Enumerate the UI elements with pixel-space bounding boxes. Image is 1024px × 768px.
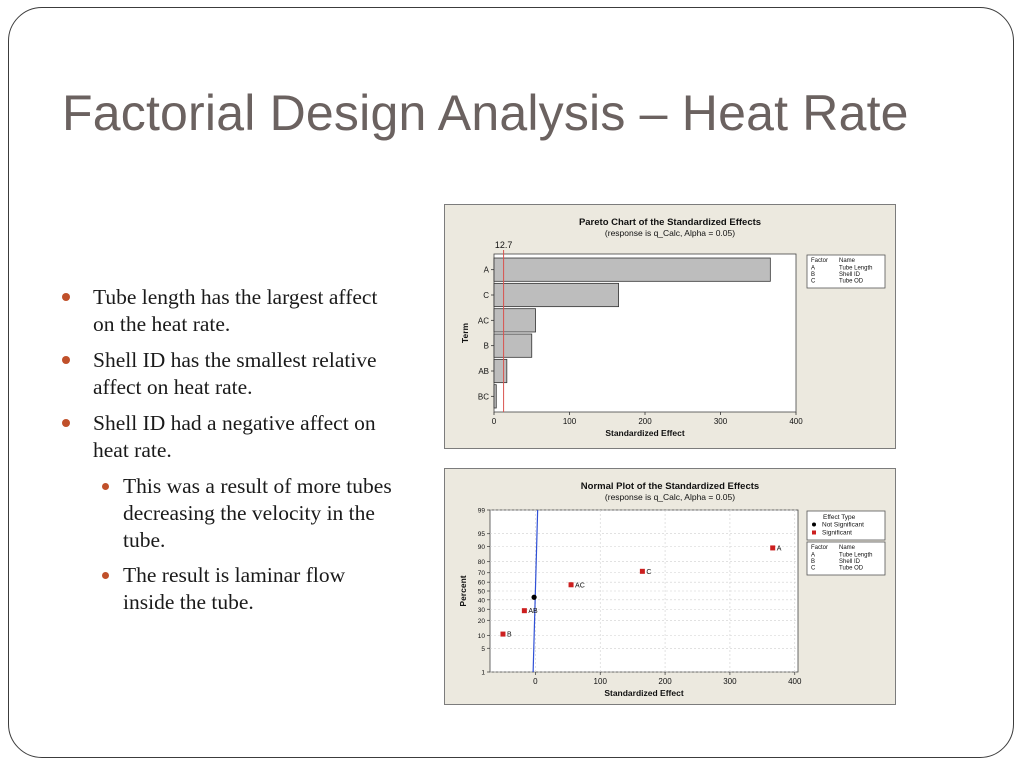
y-tick-label: 10 <box>477 633 485 641</box>
bullet-item <box>60 347 400 401</box>
point-significant <box>500 632 505 637</box>
point-label: C <box>646 568 652 576</box>
bar-a <box>494 258 770 281</box>
bullet-text: Tube length has the largest affect on the heat rate. <box>93 285 378 336</box>
y-tick-label: C <box>483 291 489 300</box>
bullet-text: Shell ID had a negative affect on heat rate. <box>93 411 376 462</box>
legend-factor: B <box>811 559 816 565</box>
legend-title: Effect Type <box>823 514 856 521</box>
x-tick-label: 200 <box>658 677 672 686</box>
x-tick-label: 0 <box>491 417 497 426</box>
point-not-significant <box>531 595 536 600</box>
x-axis-label: Standardized Effect <box>604 688 684 698</box>
y-tick-label: AC <box>477 316 489 326</box>
point-label: AB <box>528 608 538 616</box>
bullet-dot-icon <box>62 419 70 427</box>
y-tick-label: 90 <box>477 543 485 551</box>
sub-bullet-text: This was a result of more tubes decreasing the velocity in the tube. <box>123 474 392 552</box>
y-tick-label: 95 <box>477 531 485 539</box>
y-tick-label: 40 <box>477 597 485 605</box>
legend-name: Tube OD <box>839 278 864 285</box>
legend-factor: C <box>811 278 816 285</box>
sub-bullet-dot-icon <box>102 483 109 490</box>
y-axis-label: Term <box>460 322 470 344</box>
legend-name: Shell ID <box>839 272 861 278</box>
pareto-chart-panel <box>444 204 896 449</box>
x-tick-label: 100 <box>593 677 607 686</box>
bullet-item <box>60 284 400 338</box>
legend-marker-not-significant <box>812 523 816 527</box>
point-label: A <box>776 545 782 553</box>
legend-name: Tube Length <box>839 265 873 272</box>
y-tick-label: A <box>483 265 489 275</box>
y-tick-label: 70 <box>477 570 485 578</box>
chart-subtitle: (response is q_Calc, Alpha = 0.05) <box>604 228 736 238</box>
point-label: AC <box>575 582 585 590</box>
normal-plot-chart <box>445 469 895 704</box>
x-tick-label: 200 <box>638 417 652 426</box>
bullet-item <box>60 410 400 464</box>
chart-title: Normal Plot of the Standardized Effects <box>580 481 760 492</box>
legend-factor: C <box>811 565 816 572</box>
legend-entry: Not Significant <box>822 521 864 529</box>
x-tick-label: 300 <box>723 677 737 686</box>
x-axis-label: Standardized Effect <box>605 428 685 438</box>
bar-bc <box>494 385 496 408</box>
y-tick-label: 20 <box>477 617 485 625</box>
sub-bullet-item <box>60 562 400 616</box>
sub-bullet-text: The result is laminar flow inside the tube. <box>123 563 346 614</box>
legend-factor: A <box>811 552 816 559</box>
normal-plot-panel <box>444 468 896 705</box>
legend-name: Shell ID <box>839 559 861 565</box>
legend-factor: A <box>811 265 816 272</box>
y-axis-label: Percent <box>458 575 468 607</box>
point-significant <box>640 569 645 574</box>
legend-factor: B <box>811 272 816 278</box>
x-tick-label: 100 <box>562 417 577 426</box>
bullet-dot-icon <box>62 356 70 364</box>
bar-c <box>494 283 619 306</box>
legend-header: Name <box>839 258 856 264</box>
point-significant <box>569 582 574 587</box>
bar-b <box>494 334 532 357</box>
bullet-dot-icon <box>62 293 70 301</box>
slide-title: Factorial Design Analysis – Heat Rate <box>62 85 909 141</box>
bar-ab <box>494 359 507 382</box>
point-significant <box>522 608 527 613</box>
reference-line-label: 12.7 <box>494 240 513 250</box>
point-significant <box>770 545 775 550</box>
y-tick-label: AB <box>478 367 489 376</box>
x-tick-label: 0 <box>533 677 538 686</box>
y-tick-label: 60 <box>477 579 485 587</box>
x-tick-label: 400 <box>788 677 802 686</box>
y-tick-label: 99 <box>477 507 485 515</box>
y-tick-label: BC <box>477 392 489 402</box>
y-tick-label: 5 <box>481 645 485 653</box>
sub-bullet-dot-icon <box>102 572 109 579</box>
y-tick-label: 50 <box>477 588 485 596</box>
y-tick-label: 80 <box>477 559 485 567</box>
legend-marker-significant <box>812 531 816 535</box>
legend-entry: Significant <box>822 529 852 537</box>
y-tick-label: 30 <box>477 606 485 614</box>
legend-header: Name <box>839 545 856 551</box>
legend-header: Factor <box>811 258 829 264</box>
pareto-chart <box>445 205 895 448</box>
bullet-list <box>60 284 400 624</box>
x-tick-label: 400 <box>789 417 803 426</box>
chart-subtitle: (response is q_Calc, Alpha = 0.05) <box>604 492 736 502</box>
legend-header: Factor <box>811 545 829 551</box>
bar-ac <box>494 309 536 332</box>
legend-name: Tube Length <box>839 552 873 559</box>
chart-title: Pareto Chart of the Standardized Effects <box>578 217 762 228</box>
bullet-text: Shell ID has the smallest relative affect on heat rate. <box>93 348 377 399</box>
x-tick-label: 300 <box>713 417 728 426</box>
sub-bullet-item <box>60 473 400 554</box>
point-label: B <box>506 631 512 639</box>
legend-name: Tube OD <box>839 565 864 572</box>
y-tick-label: 1 <box>481 669 485 677</box>
y-tick-label: B <box>483 341 489 351</box>
